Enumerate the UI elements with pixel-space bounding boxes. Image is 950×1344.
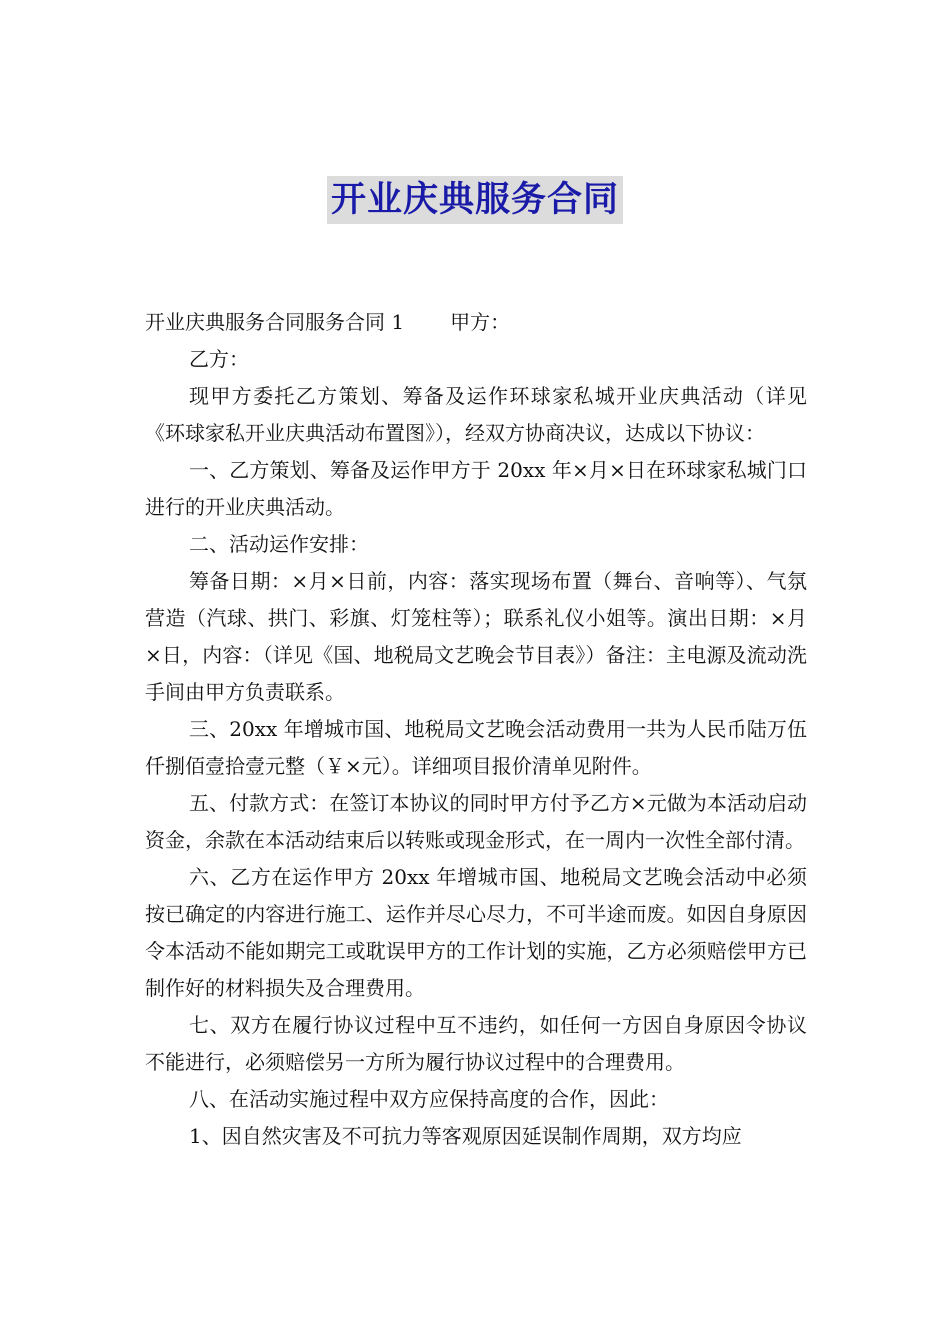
- paragraph-clause-5: 五、付款方式：在签订本协议的同时甲方付予乙方×元做为本活动启动资金，余款在本活动结束后以转账或现金形式，在一周内一次性全部付清。: [145, 791, 807, 852]
- contract-heading-text: 开业庆典服务合同服务合同 1: [145, 310, 405, 334]
- document-title: 开业庆典服务合同: [327, 176, 623, 224]
- paragraph-party-b: 乙方：: [189, 347, 249, 371]
- paragraph-clause-8: 八、在活动实施过程中双方应保持高度的合作，因此：: [189, 1087, 669, 1111]
- paragraph-clause-1: 一、乙方策划、筹备及运作甲方于 20xx 年×月×日在环球家私城门口进行的开业庆典活动。: [145, 458, 807, 519]
- party-a-label: 甲方：: [450, 310, 511, 334]
- paragraph-item-1: 1、因自然灾害及不可抗力等客观原因延误制作周期，双方均应: [189, 1124, 742, 1148]
- paragraph-schedule: 筹备日期：×月×日前，内容：落实现场布置（舞台、音响等）、气氛营造（汽球、拱门、彩旗、灯笼柱等）；联系礼仪小姐等。演出日期：×月×日，内容：（详见《国、地税局文艺晚会节目表》）备注：主电源及流动洗手间由甲方负责联系。: [145, 569, 807, 704]
- paragraph-intro: 现甲方委托乙方策划、筹备及运作环球家私城开业庆典活动（详见《环球家私开业庆典活动布置图》），经双方协商决议，达成以下协议：: [145, 384, 807, 445]
- paragraph-clause-6: 六、乙方在运作甲方 20xx 年增城市国、地税局文艺晚会活动中必须按已确定的内容进行施工、运作并尽心尽力，不可半途而废。如因自身原因令本活动不能如期完工或耽误甲方的工作计划的实施，乙方必须赔偿甲方已制作好的材料损失及合理费用。: [145, 865, 807, 1000]
- paragraph-clause-3: 三、20xx 年增城市国、地税局文艺晚会活动费用一共为人民币陆万伍仟捌佰壹拾壹元整（￥×元）。详细项目报价清单见附件。: [145, 717, 807, 778]
- paragraph-clause-7: 七、双方在履行协议过程中互不违约，如任何一方因自身原因令协议不能进行，必须赔偿另一方所为履行协议过程中的合理费用。: [145, 1013, 807, 1074]
- paragraph-clause-2: 二、活动运作安排：: [189, 532, 369, 556]
- title-container: [0, 176, 950, 224]
- first-line: [145, 304, 807, 341]
- document-body: [145, 304, 807, 1155]
